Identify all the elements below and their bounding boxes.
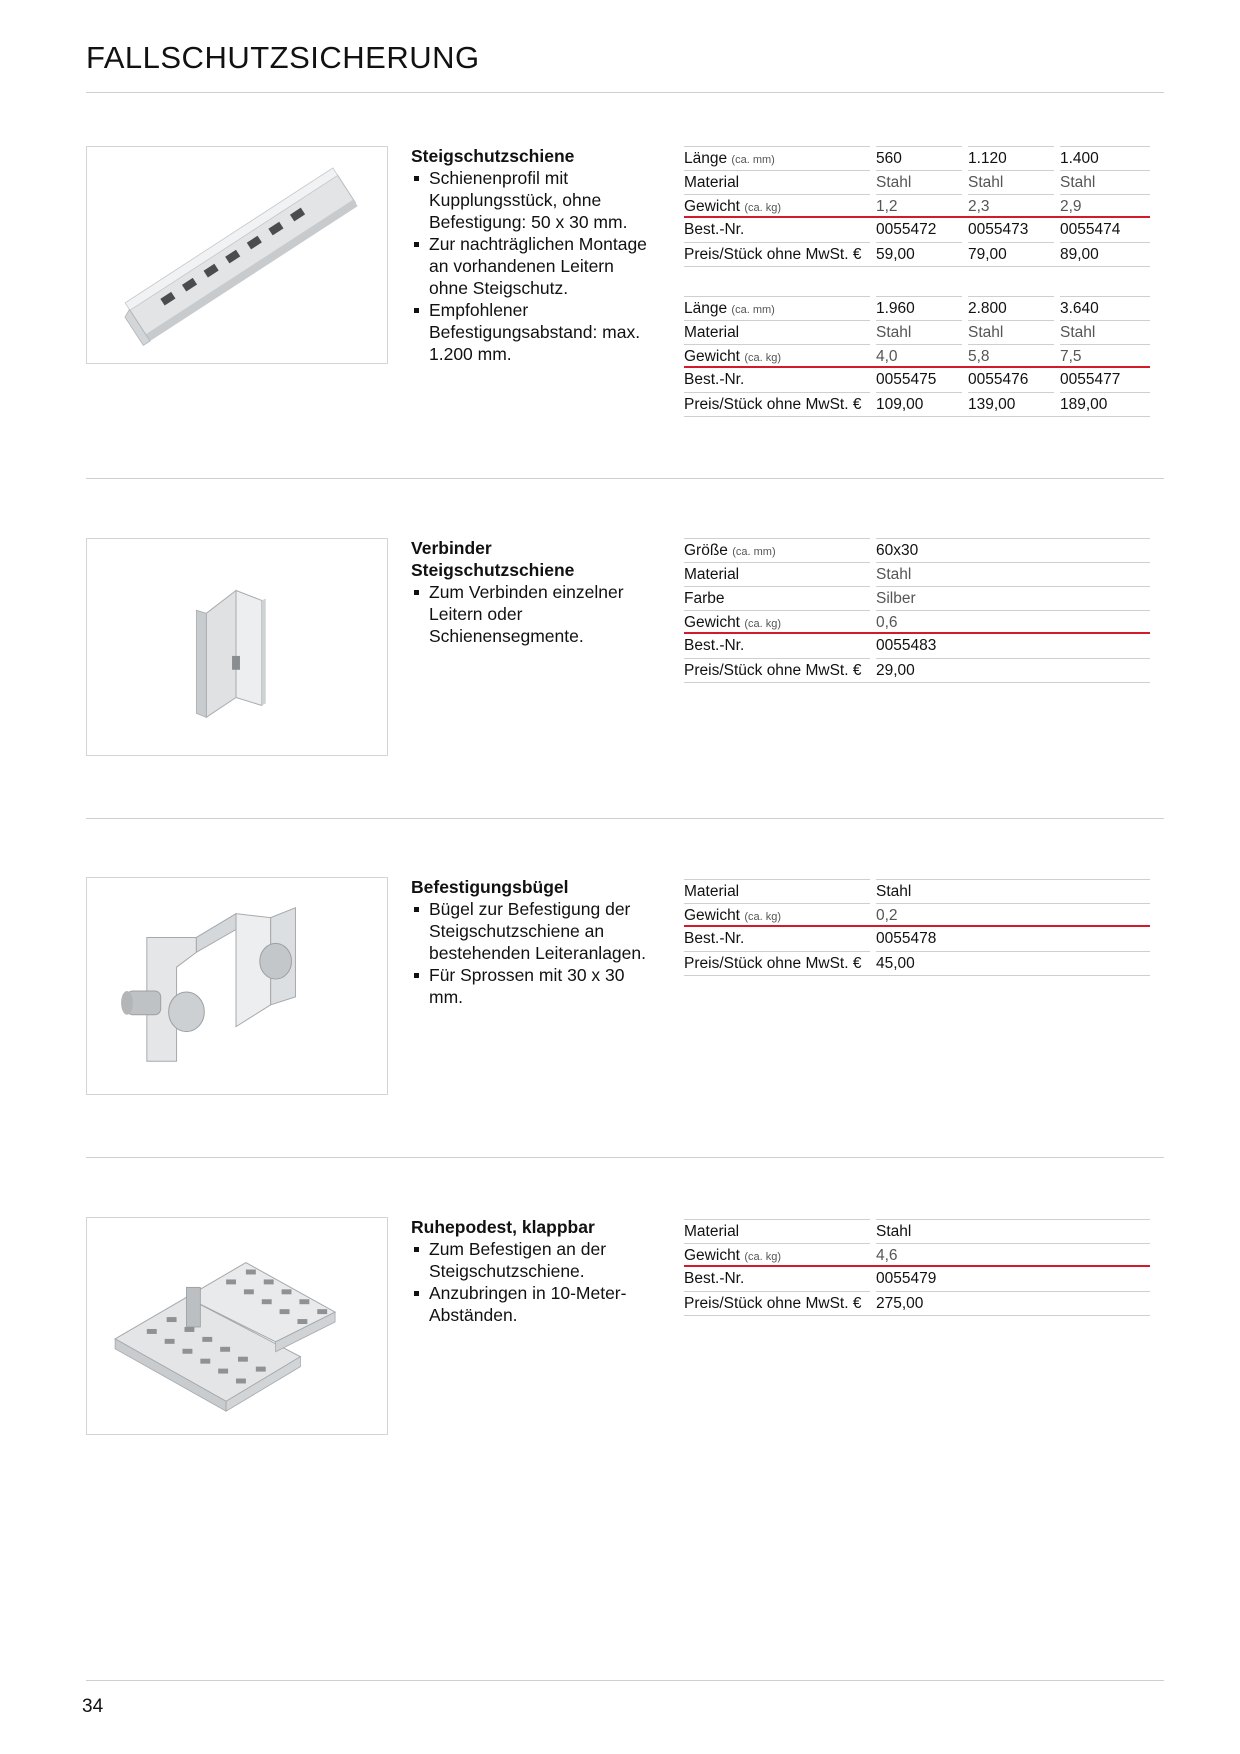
spec-row-preis	[684, 1291, 1150, 1315]
spec-value: 1,2	[876, 194, 962, 218]
spec-value: Stahl	[876, 1219, 1150, 1243]
spec-value: 45,00	[876, 951, 1150, 975]
spec-row-preis	[684, 242, 1150, 266]
spec-value: 1.120	[968, 146, 1054, 170]
product-title: Ruhepodest, klappbar	[411, 1217, 595, 1237]
spec-value: 79,00	[968, 242, 1054, 266]
spec-value: Stahl	[968, 320, 1054, 344]
spec-value: 0055476	[968, 371, 1029, 388]
bullet-item: Für Sprossen mit 30 x 30 mm.	[411, 964, 651, 1008]
page-title: FALLSCHUTZSICHERUNG	[86, 40, 480, 75]
spec-value: 275,00	[876, 1291, 1150, 1315]
spec-value: 2,9	[1060, 194, 1150, 218]
spec-label: Best.-Nr.	[684, 1270, 745, 1287]
spec-value: Stahl	[1060, 170, 1150, 194]
product-description	[411, 537, 651, 647]
bullet-item: Zum Verbinden einzelner Leitern oder Schienensegmente.	[411, 581, 651, 647]
spec-row-bestnr	[684, 218, 1150, 242]
spec-value: 89,00	[1060, 242, 1150, 266]
spec-value: 3.640	[1060, 296, 1150, 320]
product-image-ruhepodest	[86, 1217, 388, 1435]
spec-value: 139,00	[968, 392, 1054, 416]
spec-value: Stahl	[876, 320, 962, 344]
bullet-item: Bügel zur Befestigung der Steigschutzschiene an bestehenden Leiteranlagen.	[411, 898, 651, 964]
section-divider	[86, 818, 1164, 819]
spec-row-groesse	[684, 538, 1150, 562]
spec-value: Stahl	[1060, 320, 1150, 344]
spec-row-bestnr	[684, 634, 1150, 658]
spec-value: 0055478	[876, 930, 937, 947]
spec-label: Farbe	[684, 586, 870, 610]
spec-row-preis	[684, 392, 1150, 416]
spec-label: Gewicht (ca. kg)	[684, 1243, 870, 1267]
spec-value: Silber	[876, 586, 1150, 610]
spec-value: Stahl	[968, 170, 1054, 194]
spec-value: 7,5	[1060, 344, 1150, 368]
spec-label: Gewicht (ca. kg)	[684, 344, 870, 368]
product-image-steigschutzschiene	[86, 146, 388, 364]
spec-row-material	[684, 170, 1150, 194]
spec-label: Best.-Nr.	[684, 930, 745, 947]
spec-row-material	[684, 320, 1150, 344]
spec-value: 189,00	[1060, 392, 1150, 416]
spec-value: 4,6	[876, 1243, 1150, 1267]
spec-value: 59,00	[876, 242, 962, 266]
spec-table-1	[684, 146, 1150, 267]
spec-label: Best.-Nr.	[684, 221, 745, 238]
product-title: Befestigungsbügel	[411, 877, 569, 897]
spec-row-bestnr	[684, 368, 1150, 392]
spec-row-bestnr	[684, 1267, 1150, 1291]
product-description	[411, 1216, 651, 1326]
product-description	[411, 876, 651, 1008]
spec-value: Stahl	[876, 879, 1150, 903]
product-title: Verbinder Steigschutzschiene	[411, 538, 575, 580]
spec-value: 0055474	[1060, 221, 1121, 238]
product-image-verbinder	[86, 538, 388, 756]
product-description	[411, 145, 651, 365]
spec-label: Gewicht (ca. kg)	[684, 903, 870, 927]
spec-label: Preis/Stück ohne MwSt. €	[684, 658, 870, 682]
bullet-item: Empfohlener Befestigungsabstand: max. 1.200 mm.	[411, 299, 651, 365]
spec-value: 4,0	[876, 344, 962, 368]
spec-row-laenge	[684, 296, 1150, 320]
spec-row-gewicht	[684, 344, 1150, 368]
section-divider	[86, 1157, 1164, 1158]
spec-row-preis	[684, 951, 1150, 975]
spec-label: Gewicht (ca. kg)	[684, 610, 870, 634]
bullet-item: Zum Befestigen an der Steigschutzschiene.	[411, 1238, 651, 1282]
spec-row-material	[684, 562, 1150, 586]
spec-label: Preis/Stück ohne MwSt. €	[684, 1291, 870, 1315]
product-title: Steigschutzschiene	[411, 146, 575, 166]
spec-value: 560	[876, 146, 962, 170]
spec-label: Preis/Stück ohne MwSt. €	[684, 951, 870, 975]
spec-value: 60x30	[876, 538, 1150, 562]
spec-table	[684, 1219, 1150, 1316]
spec-value: Stahl	[876, 170, 962, 194]
spec-value: 5,8	[968, 344, 1054, 368]
spec-value: 0055473	[968, 221, 1029, 238]
spec-label: Material	[684, 879, 870, 903]
spec-value: 0055472	[876, 221, 937, 238]
spec-label: Gewicht (ca. kg)	[684, 194, 870, 218]
header-divider	[86, 92, 1164, 93]
spec-label: Preis/Stück ohne MwSt. €	[684, 242, 870, 266]
spec-table-2	[684, 296, 1150, 417]
spec-label: Preis/Stück ohne MwSt. €	[684, 392, 870, 416]
spec-value: 0,2	[876, 903, 1150, 927]
page-number: 34	[82, 1696, 104, 1717]
spec-value: Stahl	[876, 562, 1150, 586]
spec-table	[684, 538, 1150, 683]
spec-row-material	[684, 1219, 1150, 1243]
spec-label: Material	[684, 1219, 870, 1243]
spec-row-farbe	[684, 586, 1150, 610]
spec-value: 0055479	[876, 1270, 937, 1287]
spec-label: Material	[684, 320, 870, 344]
spec-table	[684, 879, 1150, 976]
spec-value: 2.800	[968, 296, 1054, 320]
spec-value: 0,6	[876, 610, 1150, 634]
product-image-befestigungsbuegel	[86, 877, 388, 1095]
spec-label: Best.-Nr.	[684, 371, 745, 388]
spec-label: Material	[684, 170, 870, 194]
spec-value: 0055477	[1060, 371, 1121, 388]
bullet-item: Zur nachträglichen Montage an vorhandenen Leitern ohne Steigschutz.	[411, 233, 651, 299]
spec-row-bestnr	[684, 927, 1150, 951]
spec-row-gewicht	[684, 1243, 1150, 1267]
spec-value: 0055475	[876, 371, 937, 388]
spec-row-material	[684, 879, 1150, 903]
spec-row-preis	[684, 658, 1150, 682]
spec-row-gewicht	[684, 194, 1150, 218]
section-divider	[86, 478, 1164, 479]
bullet-item: Anzubringen in 10-Meter-Abständen.	[411, 1282, 651, 1326]
spec-row-gewicht	[684, 903, 1150, 927]
spec-label: Länge (ca. mm)	[684, 146, 870, 170]
spec-row-laenge	[684, 146, 1150, 170]
spec-label: Länge (ca. mm)	[684, 296, 870, 320]
spec-label: Größe (ca. mm)	[684, 538, 870, 562]
bullet-item: Schienenprofil mit Kupplungsstück, ohne Befestigung: 50 x 30 mm.	[411, 167, 651, 233]
spec-value: 1.960	[876, 296, 962, 320]
spec-row-gewicht	[684, 610, 1150, 634]
spec-value: 1.400	[1060, 146, 1150, 170]
spec-value: 109,00	[876, 392, 962, 416]
spec-value: 0055483	[876, 637, 937, 654]
spec-value: 2,3	[968, 194, 1054, 218]
footer-divider	[86, 1680, 1164, 1681]
spec-label: Material	[684, 562, 870, 586]
spec-value: 29,00	[876, 658, 1150, 682]
spec-label: Best.-Nr.	[684, 637, 745, 654]
